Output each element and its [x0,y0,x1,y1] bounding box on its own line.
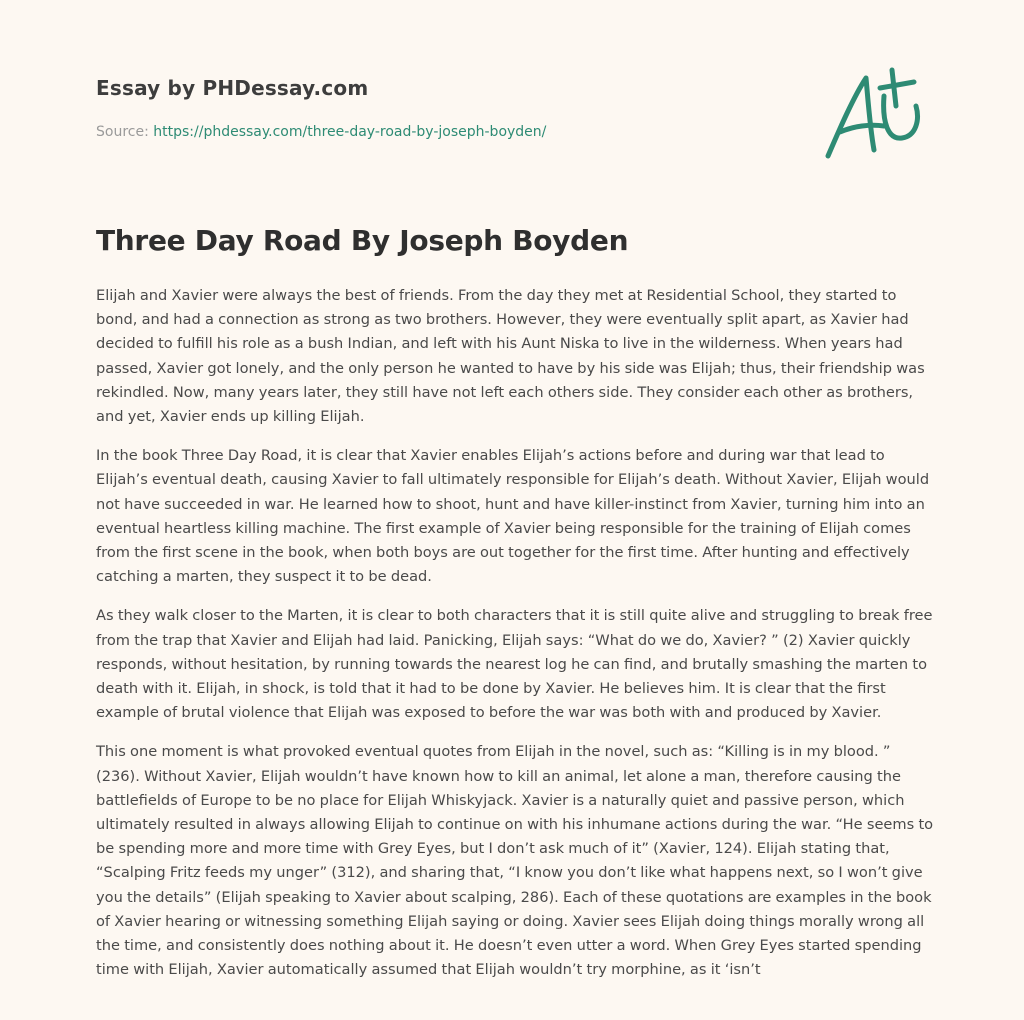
site-brand: Essay by PHDessay.com [96,76,369,100]
essay-paragraph: In the book Three Day Road, it is clear that Xavier enables Elijah’s actions before and during war that lead to Elijah’s eventual death, causing Xavier to fall ultimately responsible for Elijah’s death. Without Xavier, Elijah would not have succeeded in war. He learned how to shoot, hunt and have killer-instinct from Xavier, turning him into an eventual heartless killing machine. The first example of Xavier being responsible for the training of Elijah comes from the first scene in the book, when both boys are out together for the first time. After hunting and effectively catching a marten, they suspect it to be dead. [96,447,930,586]
essay-body [96,284,936,997]
essay-paragraph: As they walk closer to the Marten, it is clear to both characters that it is still quite alive and struggling to break free from the trap that Xavier and Elijah had laid. Panicking, Elijah says: “What do we do, Xavier? ” (2) Xavier quickly responds, without hesitation, by running towards the nearest log he can find, and brutally smashing the marten to death with it. Elijah, in shock, is told that it had to be done by Xavier. He believes him. It is clear that the first example of brutal violence that Elijah was exposed to before the war was both with and produced by Xavier. [96,607,933,722]
essay-title: Three Day Road By Joseph Boyden [96,224,629,257]
essay-paragraph: Elijah and Xavier were always the best of friends. From the day they met at Residential School, they started to bond, and had a connection as strong as two brothers. However, they were eventually split apart, as Xavier had decided to fulfill his role as a bush Indian, and left with his Aunt Niska to live in the wilderness. When years had passed, Xavier got lonely, and the only person he wanted to have by his side was Elijah; thus, their friendship was rekindled. Now, many years later, they still have not left each others side. They consider each other as brothers, and yet, Xavier ends up killing Elijah. [96,287,925,426]
source-link[interactable]: https://phdessay.com/three-day-road-by-joseph-boyden/ [153,124,547,140]
essay-paragraph: This one moment is what provoked eventual quotes from Elijah in the novel, such as: “Killing is in my blood. ” (236). Without Xavier, Elijah wouldn’t have known how to kill an animal, let alone a man, therefore causing the battlefields of Europe to be no place for Elijah Whiskyjack. Xavier is a naturally quiet and passive person, which ultimately resulted in always allowing Elijah to continue on with his inhumane actions during the war. “He seems to be spending more and more time with Grey Eyes, but I don’t ask much of it” (Xavier, 124). Elijah stating that, “Scalping Fritz feeds my unger” (312), and sharing that, “I know you don’t like what happens next, so I won’t give you the details” (Elijah speaking to Xavier about scalping, 286). Each of these quotations are examples in the book of Xavier hearing or witnessing something Elijah saying or doing. Xavier sees Elijah doing things morally wrong all the time, and consistently does nothing about it. He doesn’t even utter a word. When Grey Eyes started spending time with Elijah, Xavier automatically assumed that Elijah wouldn’t try morphine, as it ‘isn’t [96,743,934,979]
source-line [96,124,546,140]
a-plus-logo-icon [822,66,928,164]
source-label: Source: [96,124,154,140]
